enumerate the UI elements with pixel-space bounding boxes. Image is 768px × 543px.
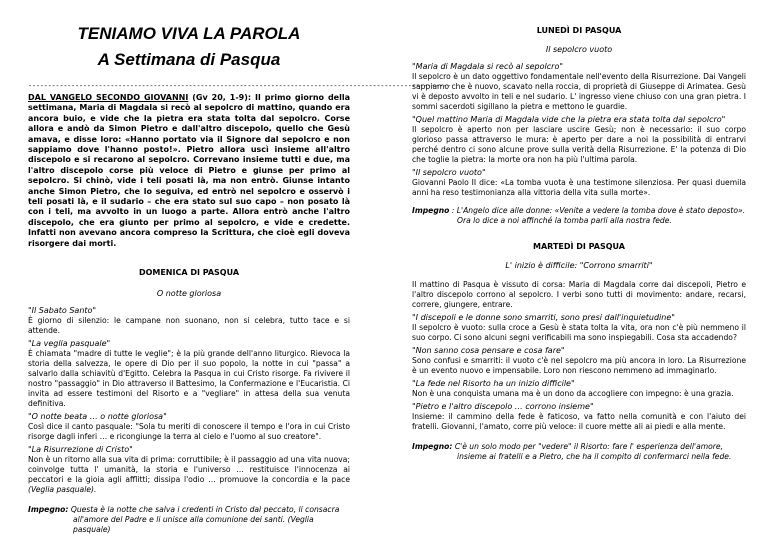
lunedi-paragraph-2: Il sepolcro è aperto non per lasciare uscire Gesù; non è necessario: il suo corpo glorioso passa attraverso le mura: è aperto per dare a noi la possibilità di entrarvi perché dentro ci sono alcune prove sulla verità della Risurrezione. E' la potenza di Dio che toglie la pietra: la morte ora non ha più l'ultima parola. — [412, 125, 746, 164]
gospel-text — [28, 93, 350, 249]
martedi-paragraph-2: Sono confusi e smarriti: il vuoto c'è nel sepolcro ma più ancora in loro. La Risurrezione è un evento nuovo e impensabile. Loro non riescono nemmeno ad immaginarlo. — [412, 356, 746, 375]
lunedi-impegno-line-2: Ora lo dice a noi affinché la tomba parli alla nostra fede. — [457, 216, 672, 225]
martedi-intro: Il mattino di Pasqua è vissuto di corsa: Maria di Magdala corre dai discepoli, Pietro e l'altro discepolo corrono al sepolcro. I verbi sono tutti di movimento: andare, recarsi, correre, giungere, entrare. — [412, 280, 746, 309]
martedi-impegno-label: Impegno: — [412, 442, 453, 451]
martedi-paragraph-4: Insieme: il cammino della fede è faticoso, va fatto nella comunità e con l'aiuto dei fratelli. Giovanni, l'amato, corre più veloce: il cuore mette ali ai piedi e alla mente. — [412, 412, 746, 431]
lunedi-heading-1: "Maria di Magdala si recò al sepolcro" — [412, 62, 564, 71]
domenica-paragraph-4-text: Non è un ritorno alla sua vita di prima: corruttibile; è il passaggio ad una vita nuova; coinvolge tutta l' umanità, la storia e l'universo … restituisce l'innocenza ai peccatori e la gioia agli afflitti; dissipa l'odio … promuove la concordia e la pace — [28, 455, 350, 485]
domenica-heading-4: "La Risurrezione di Cristo" — [28, 445, 133, 455]
title-line-2: A Settimana di Pasqua — [97, 50, 281, 69]
martedi-paragraph-1: Il sepolcro è vuoto: sulla croce a Gesù è stata tolta la vita, ora non c'è più nemmeno il suo corpo. Ci sono alcuni segni verificabili ma sono inspiegabili. Cosa sta accadendo? — [412, 323, 746, 342]
domenica-heading-3: "O notte beata … o notte gloriosa" — [28, 412, 167, 422]
martedi-heading-4: "Pietro e l'altro discepolo … corrono insieme" — [412, 402, 594, 411]
martedi-heading-1: "I discepoli e le donne sono smarriti, sono presi dall'inquietudine" — [412, 313, 675, 322]
domenica-paragraph-4 — [28, 455, 350, 495]
lunedi-heading-3: "Il sepolcro vuoto" — [412, 168, 486, 177]
martedi-heading-3: "La fede nel Risorto ha un inizio difficile" — [412, 379, 575, 388]
domenica-paragraph-1: È giorno di silenzio: le campane non suonano, non si celebra, tutto tace e si attende. — [28, 316, 350, 336]
martedi-impegno-line-2: insieme ai fratelli e a Pietro, che ha il compito di confermarci nella fede. — [457, 452, 732, 461]
lunedi-subtitle: Il sepolcro vuoto — [545, 45, 613, 54]
right-column — [412, 0, 746, 462]
domenica-paragraph-2: È chiamata "madre di tutte le veglie"; è la più grande dell'anno liturgico. Rievoca la storia della salvezza, le opere di Dio per il suo popolo, la notte in cui "passa" a salvarlo dalla schiavitù d'Egitto. Celebra la Pasqua in cui Cristo risorge. Fa rivivere il nostro "passaggio" in Dio attraverso il Battesimo, la Confermazione e l'Eucaristia. Ci invita ad essere testimoni del Risorto e a "vegliare" in attesa della sua venuta definitiva. — [28, 349, 350, 409]
lunedi-title: LUNEDÌ DI PASQUA — [536, 26, 622, 35]
domenica-impegno-line-2: all'amore del Padre e li unisce alla comunione dei santi. (Veglia pasquale) — [73, 515, 314, 535]
title-line-1: TENIAMO VIVA LA PAROLA — [77, 24, 301, 43]
gospel-reference: DAL VANGELO SECONDO GIOVANNI — [28, 93, 189, 102]
martedi-impegno-line-1: C'è un solo modo per "vedere" il Risorto: fare l' esperienza dell'amore, — [452, 442, 724, 451]
domenica-heading-1: "Il Sabato Santo" — [28, 306, 97, 316]
domenica-heading-2: "La veglia pasquale" — [28, 339, 111, 349]
domenica-impegno-line-1: Questa è la notte che salva i credenti in Cristo dal peccato, li consacra — [68, 505, 340, 515]
lunedi-paragraph-1: Il sepolcro è un dato oggettivo fondamentale nell'evento della Risurrezione. Dai Vangeli sappiamo che è nuovo, scavato nella roccia, di proprietà di Giuseppe di Arimatea. Gesù vi è deposto avvolto in teli e nel sudario. L' ingresso viene chiuso con una gran pietra. I sommi sacerdoti sigillano la pietra e mettono le guardie. — [412, 72, 746, 111]
lunedi-impegno-label: Impegno — [412, 206, 450, 215]
martedi-subtitle: L' inizio è difficile: "Corrono smarriti" — [505, 261, 653, 270]
domenica-impegno — [28, 505, 350, 515]
gospel-body: (Gv 20, 1-9): Il primo giorno della settimana, Maria di Magdala si recò al sepolcro di mattino, quando era ancora buio, e vide che la pietra era stata tolta dal sepolcro. Corse allora e andò da Simon Pietro e dall'altro discepolo, quello che Gesù amava, e disse loro: «Hanno portato via il Signore dal sepolcro e non sappiamo dove l'hanno posto!». Pietro allora uscì insieme all'altro discepolo e si recarono al sepolcro. Correvano insieme tutti e due, ma l'altro discepolo corse più veloce di Pietro e giunse per primo al sepolcro. Si chinò, vide i teli posati là, ma non entrò. Giunse intanto anche Simon Pietro, che lo seguiva, ed entrò nel sepolcro e osservò i teli posati là, e il sudario – che era stato sul suo capo – non posato là con i teli, ma avvolto in un luogo a parte. Allora entrò anche l'altro discepolo, che era giunto per primo al sepolcro, e vide e credette. Infatti non avevano ancora compreso la Scrittura, che cioè egli doveva risorgere dai morti. — [28, 93, 350, 248]
martedi-paragraph-3: Non è una conquista umana ma è un dono da accogliere con impegno: è una grazia. — [412, 389, 734, 398]
martedi-title: MARTEDÌ DI PASQUA — [532, 242, 625, 251]
domenica-subtitle: O notte gloriosa — [156, 289, 222, 299]
lunedi-heading-2: "Quel mattino Maria di Magdala vide che la pietra era stata tolta dal sepolcro" — [412, 115, 726, 124]
domenica-paragraph-3: Così dice il canto pasquale: "Sola tu meriti di conoscere il tempo e l'ora in cui Cristo risorge dagli inferi … e ricongiunge la terra al cielo e l'uomo al suo creatore". — [28, 422, 350, 442]
lunedi-impegno-line-1: : L'Angelo dice alle donne: «Venite a vedere la tomba dove è stato deposto». — [449, 206, 746, 215]
domenica-title: DOMENICA DI PASQUA — [138, 268, 240, 278]
martedi-heading-2: "Non sanno cosa pensare e cosa fare" — [412, 346, 565, 355]
dashed-divider: ------------------------------------------------------------------------------------------------------------ — [28, 82, 451, 90]
lunedi-paragraph-3: Giovanni Paolo II dice: «La tomba vuota è una testimone silenziosa. Per quasi duemila anni ha reso testimonianza alla vittoria della vita sulla morte». — [412, 178, 746, 197]
lunedi-impegno — [412, 206, 746, 216]
martedi-impegno — [412, 442, 746, 452]
domenica-paragraph-4-source: (Veglia pasquale). — [28, 485, 97, 495]
domenica-impegno-label: Impegno: — [28, 505, 69, 515]
